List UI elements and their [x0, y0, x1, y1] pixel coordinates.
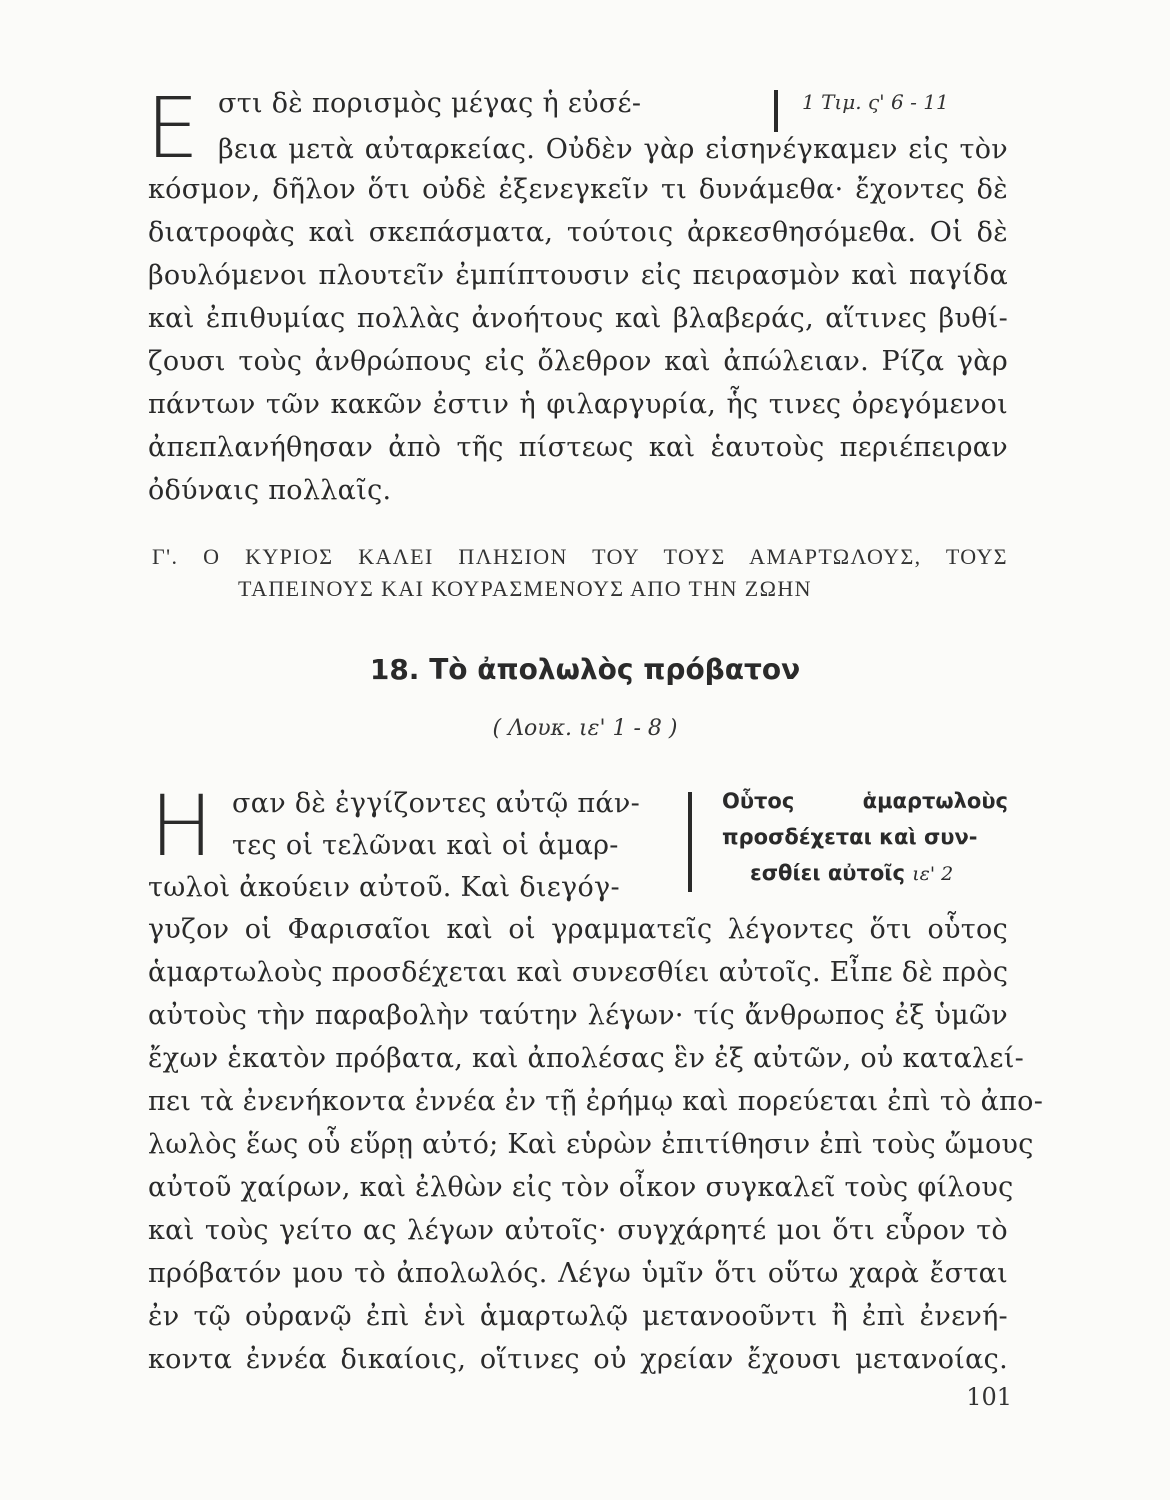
top-passage-line-3: κόσμον, δῆλον ὅτι οὐδὲ ἐξενεγκεῖν τι δυνάμεθα· ἔχοντες δὲ	[148, 174, 1008, 205]
section-heading-line-1: Γ'. Ο ΚΥΡΙΟΣ ΚΑΛΕΙ ΠΛΗΣΙΟΝ ΤΟΥ ΤΟΥΣ ΑΜΑΡΤΩΛΟΥΣ, ΤΟΥΣ	[152, 544, 1008, 569]
main-passage-line-13: ἐν τῷ οὐρανῷ ἐπὶ ἑνὶ ἁμαρτωλῷ μετανοοῦντι ἢ ἐπὶ ἐνενή-	[148, 1301, 1008, 1332]
top-passage-line-8: πάντων τῶν κακῶν ἐστιν ἡ φιλαργυρία, ἧς τινες ὀρεγόμενοι	[148, 389, 1008, 420]
side-note-bar	[688, 792, 692, 892]
top-passage-line-1: στι δὲ πορισμὸς μέγας ἡ εὐσέ-	[218, 88, 642, 119]
top-passage-line-9: ἀπεπλανήθησαν ἀπὸ τῆς πίστεως καὶ ἑαυτοὺς περιέπειραν	[148, 432, 1008, 463]
top-passage-line-7: ζουσι τοὺς ἀνθρώπους εἰς ὄλεθρον καὶ ἀπώλειαν. Ρίζα γὰρ	[148, 346, 1008, 377]
main-passage-line-2: τες οἱ τελῶναι καὶ οἱ ἁμαρ-	[232, 830, 619, 861]
main-passage-line-7: ἔχων ἑκατὸν πρόβατα, καὶ ἀπολέσας ἓν ἐξ αὐτῶν, οὐ καταλεί-	[148, 1043, 1025, 1074]
side-note-line-2: προσδέχεται καὶ συν-	[722, 825, 978, 849]
main-passage-line-12: πρόβατόν μου τὸ ἀπολωλός. Λέγω ὑμῖν ὅτι οὕτω χαρὰ ἔσται	[148, 1258, 1008, 1289]
top-passage-line-6: καὶ ἐπιθυμίας πολλὰς ἀνοήτους καὶ βλαβεράς, αἵτινες βυθί-	[148, 303, 1008, 334]
chapter-reference: ( Λουκ. ιε' 1 - 8 )	[492, 716, 678, 741]
main-passage-line-10: αὐτοῦ χαίρων, καὶ ἐλθὼν εἰς τὸν οἶκον συγκαλεῖ τοὺς φίλους	[148, 1172, 1014, 1203]
top-passage-line-10: ὀδύναις πολλαῖς.	[148, 475, 392, 506]
chapter-title: 18. Τὸ ἀπολωλὸς πρόβατον	[369, 653, 801, 686]
main-passage-line-6: αὐτοὺς τὴν παραβολὴν ταύτην λέγων· τίς ἄνθρωπος ἐξ ὑμῶν	[148, 1000, 1008, 1031]
top-passage-line-2: βεια μετὰ αὐταρκείας. Οὐδὲν γὰρ εἰσηνέγκαμεν εἰς τὸν	[218, 134, 1008, 165]
main-passage-line-5: ἁμαρτωλοὺς προσδέχεται καὶ συνεσθίει αὐτοῖς. Εἶπε δὲ πρὸς	[148, 957, 1009, 988]
main-passage-line-4: γυζον οἱ Φαρισαῖοι καὶ οἱ γραμματεῖς λέγοντες ὅτι οὗτος	[148, 914, 1008, 945]
drop-cap-h: H	[150, 777, 214, 875]
main-passage-line-11: καὶ τοὺς γείτο ας λέγων αὐτοῖς· συγχάρητέ μοι ὅτι εὗρον τὸ	[148, 1215, 1008, 1246]
drop-cap-e: E	[146, 79, 200, 177]
margin-reference: 1 Τιμ. ς' 6 - 11	[802, 90, 949, 114]
side-note-line-3	[750, 856, 953, 891]
margin-reference-bar	[774, 90, 778, 132]
side-note-reference: ιε' 2	[912, 863, 954, 885]
main-passage-line-14: κοντα ἐννέα δικαίοις, οἵτινες οὐ χρείαν ἔχουσι μετανοίας.	[148, 1344, 1008, 1375]
main-passage-line-3: τωλοὶ ἀκούειν αὐτοῦ. Καὶ διεγόγ-	[148, 872, 620, 903]
main-passage-line-9: λωλὸς ἕως οὗ εὕρῃ αὐτό; Καὶ εὑρὼν ἐπιτίθησιν ἐπὶ τοὺς ὤμους	[148, 1129, 1034, 1160]
top-passage-line-5: βουλόμενοι πλουτεῖν ἐμπίπτουσιν εἰς πειρασμὸν καὶ παγίδα	[148, 260, 1008, 291]
page-number: 101	[966, 1383, 1012, 1411]
top-passage-line-4: διατροφὰς καὶ σκεπάσματα, τούτοις ἀρκεσθησόμεθα. Οἱ δὲ	[148, 217, 1008, 248]
main-passage-line-8: πει τὰ ἐνενήκοντα ἐννέα ἐν τῇ ἐρήμῳ καὶ πορεύεται ἐπὶ τὸ ἀπο-	[148, 1086, 1044, 1117]
section-heading-line-2: ΤΑΠΕΙΝΟΥΣ ΚΑΙ ΚΟΥΡΑΣΜΕΝΟΥΣ ΑΠΟ ΤΗΝ ΖΩΗΝ	[238, 576, 812, 601]
side-note-line-1: Οὗτος ἁμαρτωλοὺς	[722, 789, 1008, 813]
side-note-text: εσθίει αὐτοῖς	[750, 861, 905, 885]
main-passage-line-1: σαν δὲ ἐγγίζοντες αὐτῷ πάν-	[232, 788, 641, 819]
